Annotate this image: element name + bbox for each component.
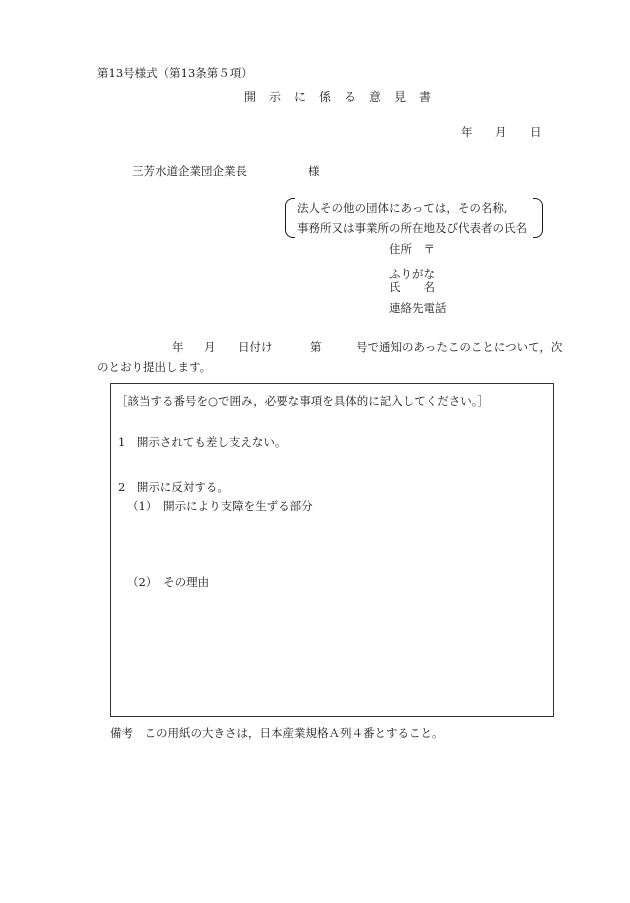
note-right-bracket xyxy=(533,198,543,238)
body-day-suffix: 日付け xyxy=(238,340,273,354)
name-label: 氏 名 xyxy=(389,280,435,294)
body-no-suffix: 号で通知のあったこのことについて，次 xyxy=(356,340,563,354)
honorific: 様 xyxy=(308,164,320,178)
addressee: 三芳水道企業団企業長 xyxy=(132,164,247,178)
page-title: 開示に係る意見書 xyxy=(244,90,445,104)
sub-item-1: （1） 開示により支障を生ずる部分 xyxy=(127,499,313,513)
body-line-2: のとおり提出します。 xyxy=(97,360,212,374)
sub-item-2: （2） その理由 xyxy=(127,575,210,589)
note-line-2: 事務所又は事業所の所在地及び代表者の氏名 xyxy=(297,221,527,235)
date-month: 月 xyxy=(495,125,507,139)
body-no-prefix: 第 xyxy=(310,340,322,354)
body-year: 年 xyxy=(172,340,184,354)
note-line-1: 法人その他の団体にあっては，その名称, xyxy=(297,201,508,215)
box-instruction: ［該当する番号を○で囲み，必要な事項を具体的に記入してください。］ xyxy=(116,394,489,408)
date-day: 日 xyxy=(530,125,542,139)
option-1: 1 開示されても差し支えない。 xyxy=(118,435,287,449)
form-label: 第13号様式（第13条第５項） xyxy=(97,66,253,80)
date-year: 年 xyxy=(461,125,473,139)
body-month: 月 xyxy=(204,340,216,354)
option-2: 2 開示に反対する。 xyxy=(118,480,229,494)
note-left-bracket xyxy=(285,198,295,238)
remark: 備考 この用紙の大きさは，日本産業規格Ａ列４番とすること。 xyxy=(110,726,444,740)
furigana-label: ふりがな xyxy=(389,267,435,281)
phone-label: 連絡先電話 xyxy=(389,301,447,315)
opinion-box xyxy=(110,383,554,717)
address-label: 住所 〒 xyxy=(389,242,435,256)
